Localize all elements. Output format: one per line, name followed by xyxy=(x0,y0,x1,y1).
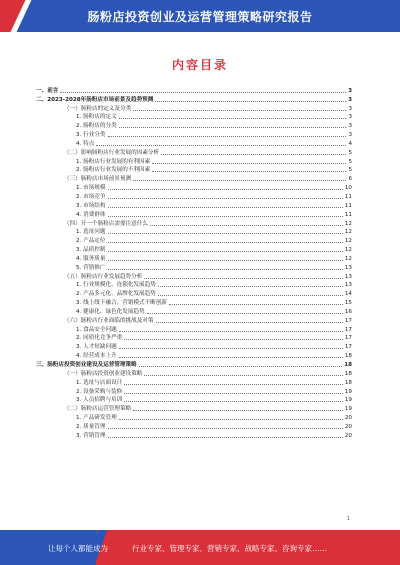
toc-entry-label: 5. 营销推广 xyxy=(76,264,106,271)
toc-entry-page: 17 xyxy=(344,326,352,333)
toc-entry-label: 2. 肠粉店行业发展的不利因素 xyxy=(76,167,151,174)
toc-dot-leader xyxy=(119,348,343,349)
toc-dot-leader xyxy=(124,384,343,385)
toc-entry[interactable] xyxy=(30,289,352,298)
toc-entry[interactable] xyxy=(30,316,352,325)
toc-dot-leader xyxy=(119,331,343,332)
toc-dot-leader xyxy=(169,304,343,305)
toc-entry-label: （二）肠粉店运营管理策略 xyxy=(64,406,132,413)
toc-entry[interactable] xyxy=(30,245,352,254)
toc-entry-label: （六）肠粉店行业面临的挑战及对策 xyxy=(64,317,154,324)
toc-entry-label: 二、2023-2028年肠粉店市场前景及趋势预测 xyxy=(36,96,154,103)
toc-entry-label: 4. 消费群体 xyxy=(76,211,106,218)
toc-entry[interactable] xyxy=(30,157,352,166)
toc-entry-label: （二）影响肠粉店行业发展的因素分析 xyxy=(64,149,160,156)
toc-entry-label: 3. 市场结构 xyxy=(76,202,106,209)
toc-dot-leader xyxy=(124,339,343,340)
toc-entry-label: 1. 选址问题 xyxy=(76,229,106,236)
toc-dot-leader xyxy=(119,118,347,119)
toc-entry-page: 5 xyxy=(348,149,352,156)
toc-dot-leader xyxy=(152,163,346,164)
toc-entry[interactable] xyxy=(30,113,352,122)
toc-entry-label: 三、肠粉店投资创业建设及运营管理策略 xyxy=(36,362,137,368)
toc-entry[interactable] xyxy=(30,413,352,422)
toc-entry[interactable] xyxy=(30,351,352,360)
toc-entry[interactable] xyxy=(30,201,352,210)
toc-entry-label: 2. 产品定位 xyxy=(76,238,106,245)
toc-entry[interactable] xyxy=(30,422,352,431)
toc-entry-label: 1. 市场规模 xyxy=(76,185,106,192)
toc-entry[interactable] xyxy=(30,228,352,237)
toc-entry[interactable] xyxy=(30,86,352,95)
toc-entry-label: 3. 线上线下融合，营销模式不断创新 xyxy=(76,300,168,307)
toc-entry-page: 4 xyxy=(348,140,352,147)
toc-entry[interactable] xyxy=(30,281,352,290)
toc-entry-label: 4. 健康化、绿色化发展趋势 xyxy=(76,308,145,315)
toc-entry-label: 2. 设备采购与装修 xyxy=(76,388,123,395)
toc-entry-page: 19 xyxy=(344,388,352,395)
toc-entry-page: 6 xyxy=(348,176,352,183)
toc-entry[interactable] xyxy=(30,272,352,281)
toc-entry-page: 18 xyxy=(344,353,352,360)
toc-entry[interactable] xyxy=(30,325,352,334)
toc-entry-page: 15 xyxy=(344,300,352,307)
toc-entry-label: 4. 服务质量 xyxy=(76,255,106,262)
toc-entry-label: 4. 特点 xyxy=(76,140,95,147)
toc-dot-leader xyxy=(108,437,343,438)
toc-entry[interactable] xyxy=(30,263,352,272)
toc-entry-label: 3. 行业分类 xyxy=(76,132,106,139)
toc-entry-page: 19 xyxy=(344,397,352,404)
toc-entry[interactable] xyxy=(30,121,352,130)
toc-entry-label: 2. 肠粉店的分类 xyxy=(76,123,117,130)
page-footer-banner xyxy=(0,530,400,565)
toc-entry-page: 12 xyxy=(344,220,352,227)
toc-entry-page: 5 xyxy=(348,158,352,165)
toc-dot-leader xyxy=(119,419,343,420)
toc-entry-label: （五）肠粉店行业发展趋势分析 xyxy=(64,273,143,280)
toc-dot-leader xyxy=(156,322,343,323)
toc-entry-label: （一）肠粉店投资创业建设策略 xyxy=(64,370,143,377)
page-header-banner xyxy=(0,0,400,32)
toc-entry-label: 3. 营销管理 xyxy=(76,432,106,439)
toc-dot-leader xyxy=(139,366,343,367)
toc-entry[interactable] xyxy=(30,174,352,183)
toc-dot-leader xyxy=(147,313,343,314)
report-title: 肠粉店投资创业及运营管理策略研究报告 xyxy=(87,10,313,24)
toc-entry[interactable] xyxy=(30,219,352,228)
toc-entry-label: （三）肠粉店市场前景预测 xyxy=(64,176,132,183)
toc-dot-leader xyxy=(124,393,343,394)
toc-dot-leader xyxy=(108,260,343,261)
toc-dot-leader xyxy=(108,428,343,429)
toc-entry-label: （一）肠粉店的定义及分类 xyxy=(64,105,132,112)
toc-dot-leader xyxy=(119,357,343,358)
toc-entry[interactable] xyxy=(30,210,352,219)
toc-entry-label: 2. 质量管理 xyxy=(76,423,106,430)
toc-entry-label: 3. 品质控制 xyxy=(76,247,106,254)
page-number: 1 xyxy=(346,516,350,522)
toc-entry[interactable] xyxy=(30,369,352,378)
toc-dot-leader xyxy=(108,207,343,208)
footer-slogan-right: 行业专家、管理专家、营销专家、战略专家、咨询专家…… xyxy=(132,544,327,553)
toc-dot-leader xyxy=(144,375,343,376)
toc-entry[interactable] xyxy=(30,95,352,104)
toc-dot-leader xyxy=(150,225,343,226)
toc-entry[interactable] xyxy=(30,431,352,440)
table-of-contents xyxy=(30,86,352,440)
toc-entry-page: 13 xyxy=(344,273,352,280)
toc-dot-leader xyxy=(133,180,346,181)
toc-entry[interactable] xyxy=(30,298,352,307)
toc-entry-label: 3. 人员招聘与培训 xyxy=(76,397,123,404)
toc-entry-page: 17 xyxy=(344,344,352,351)
toc-entry[interactable] xyxy=(30,334,352,343)
toc-entry-page: 5 xyxy=(348,167,352,174)
toc-entry-page: 18 xyxy=(344,362,352,368)
toc-entry-page: 12 xyxy=(344,255,352,262)
toc-entry-page: 20 xyxy=(344,423,352,430)
toc-entry-page: 13 xyxy=(344,282,352,289)
toc-entry-page: 12 xyxy=(344,238,352,245)
toc-entry-page: 3 xyxy=(348,123,352,130)
toc-entry[interactable] xyxy=(30,360,352,369)
toc-entry-page: 11 xyxy=(344,202,352,209)
toc-entry-page: 16 xyxy=(344,308,352,315)
toc-entry-page: 17 xyxy=(344,335,352,342)
toc-entry-label: 一、前言 xyxy=(36,87,59,94)
toc-entry-page: 12 xyxy=(344,247,352,254)
toc-entry-label: （四）开一个肠粉店需要注意什么 xyxy=(64,220,148,227)
toc-entry-page: 17 xyxy=(344,317,352,324)
toc-entry-page: 11 xyxy=(344,211,352,218)
toc-entry-label: 2. 同质化竞争严重 xyxy=(76,335,123,342)
toc-dot-leader xyxy=(96,145,346,146)
toc-entry-page: 20 xyxy=(344,415,352,422)
footer-slogan-left: 让每个人都能成为 xyxy=(48,544,108,553)
toc-entry[interactable] xyxy=(30,148,352,157)
toc-entry-label: 1. 行业规模化、连锁化发展趋势 xyxy=(76,282,156,289)
toc-entry-label: 1. 选址与店面设计 xyxy=(76,379,123,386)
toc-entry-label: 1. 食品安全问题 xyxy=(76,326,117,333)
toc-entry-page: 18 xyxy=(344,370,352,377)
toc-dot-leader xyxy=(155,101,346,102)
toc-entry-page: 12 xyxy=(344,229,352,236)
toc-entry[interactable] xyxy=(30,387,352,396)
toc-entry-page: 11 xyxy=(344,193,352,200)
toc-entry[interactable] xyxy=(30,104,352,113)
toc-entry-label: 1. 肠粉店行业发展的有利因素 xyxy=(76,158,151,165)
toc-entry-label: 3. 人才短缺问题 xyxy=(76,344,117,351)
toc-entry[interactable] xyxy=(30,139,352,148)
toc-dot-leader xyxy=(161,154,346,155)
toc-dot-leader xyxy=(119,127,347,128)
toc-dot-leader xyxy=(108,233,343,234)
toc-entry-page: 3 xyxy=(348,87,352,94)
toc-entry[interactable] xyxy=(30,254,352,263)
toc-entry[interactable] xyxy=(30,236,352,245)
toc-dot-leader xyxy=(108,136,347,137)
toc-entry[interactable] xyxy=(30,130,352,139)
toc-entry-label: 4. 经营成本上升 xyxy=(76,353,117,360)
toc-dot-leader xyxy=(152,171,346,172)
toc-entry-page: 14 xyxy=(344,291,352,298)
toc-entry[interactable] xyxy=(30,307,352,316)
toc-dot-leader xyxy=(108,189,343,190)
toc-entry-page: 10 xyxy=(344,185,352,192)
toc-entry[interactable] xyxy=(30,404,352,413)
toc-entry-page: 13 xyxy=(344,264,352,271)
toc-entry[interactable] xyxy=(30,378,352,387)
toc-dot-leader xyxy=(158,286,343,287)
toc-dot-leader xyxy=(108,251,343,252)
toc-entry-page: 3 xyxy=(348,132,352,139)
toc-dot-leader xyxy=(124,401,343,402)
toc-dot-leader xyxy=(144,278,343,279)
toc-entry[interactable] xyxy=(30,166,352,175)
toc-dot-leader xyxy=(133,110,346,111)
toc-dot-leader xyxy=(108,198,343,199)
toc-entry-label: 2. 市场竞争 xyxy=(76,193,106,200)
toc-entry-page: 19 xyxy=(344,406,352,413)
toc-entry-label: 2. 产品多元化、品牌化发展趋势 xyxy=(76,291,156,298)
toc-entry[interactable] xyxy=(30,192,352,201)
toc-entry-page: 3 xyxy=(348,105,352,112)
toc-entry-label: 1. 产品研发管理 xyxy=(76,415,117,422)
toc-heading: 内容目录 xyxy=(171,58,228,72)
toc-entry[interactable] xyxy=(30,396,352,405)
toc-entry-page: 20 xyxy=(344,432,352,439)
toc-dot-leader xyxy=(133,410,343,411)
toc-entry-label: 1. 肠粉店的定义 xyxy=(76,114,117,121)
toc-entry-page: 3 xyxy=(348,96,352,103)
toc-dot-leader xyxy=(108,216,343,217)
toc-entry[interactable] xyxy=(30,183,352,192)
toc-entry-page: 3 xyxy=(348,114,352,121)
toc-entry[interactable] xyxy=(30,342,352,351)
toc-dot-leader xyxy=(60,92,346,93)
toc-entry-page: 18 xyxy=(344,379,352,386)
toc-dot-leader xyxy=(108,242,343,243)
toc-dot-leader xyxy=(108,269,343,270)
toc-dot-leader xyxy=(158,295,343,296)
